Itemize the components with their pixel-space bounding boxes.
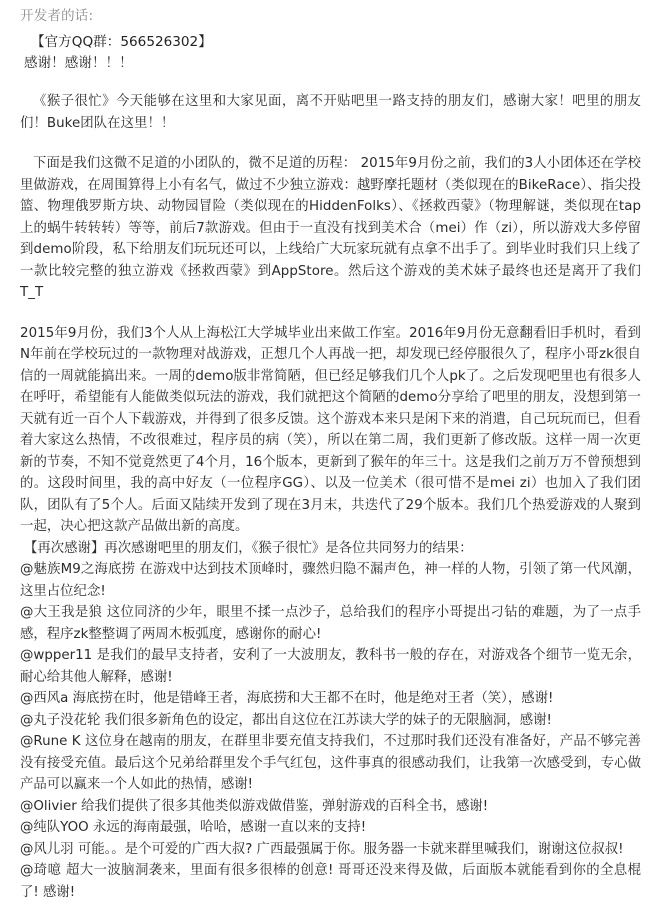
history-paragraph-2: 2015年9月份，我们3个人从上海松江大学城毕业出来做工作室。2016年9月份无意翻看旧手机时，看到N年前在学校玩过的一款物理对战游戏，正想几个人再战一把，却发现已经停服很久了，程序小哥zk很自信的一周就能搞出来。一周的demo版非常简陋，但已经足够我们几个人pk了。之后发现吧里也有很多人在呼吁，希望能有人能做类似玩法的游戏，我们就把这个简陋的demo分享给了吧里的朋友，没想到第一天就有近一百个人下载游戏，并得到了很多反馈。这个游戏本来只是闲下来的消遣，自己玩玩而已，但看着大家这么热情，不改很难过，程序员的病（笑），所以在第二周，我们更新了修改版。这样一周一次更新的节奏，不知不觉竟然更了4个月，16个版本，更新到了猴年的年三十。这是我们之前万万不曾预想到的。这段时间里，我的高中好友（一位程序GG）、以及一位美术（很可惜不是mei zi）也加入了我们团队，团队有了5个人。后面又陆续开发到了现在3月末，共迭代了29个版本。我们几个热爱游戏的人聚到一起，决心把这款产品做出新的高度。 <box>20 325 641 534</box>
official-qq-group-line: 【官方QQ群：566526302】 <box>31 34 212 50</box>
developer-note-heading: 开发者的话: <box>20 8 94 24</box>
list-item: @琦噫 超大一波脑洞袭来，里面有很多很棒的创意! 哥哥还没来得及做，后面版本就能看到你的全息棍了! 感谢! <box>20 863 641 900</box>
list-item: @wpper11 是我们的最早支持者，安利了一大波朋友，教科书一般的存在，对游戏各个细节一览无余，耐心给其他人解释，感谢! <box>20 648 641 685</box>
list-item: @西风a 海底捞在时，他是错峰王者，海底捞和大王都不在时，他是绝对王者（笑），感谢! <box>20 691 554 706</box>
list-item: @Rune K 这位身在越南的朋友，在群里非要充值支持我们，不过那时我们还没有准备好，产品不够完善没有接受充值。最后这个兄弟给群里发个手气红包，这件事真的很感动我们，让我第一次感受到，专心做产品可以赢来一个人如此的热情，感谢! <box>20 734 641 792</box>
history-paragraph-1: 下面是我们这微不足道的小团队的，微不足道的历程： 2015年9月份之前，我们的3人小团体还在学校里做游戏，在周围算得上小有名气，做过不少独立游戏：越野摩托题材（类似现在的BikeRace）、指尖投篮、物理俄罗斯方块、动物园冒险（类似现在的HiddenFolks）、《拯救西蒙》（物理解谜，类似现在tap上的蜗牛转转转）等等，前后7款游戏。但由于一直没有找到美术合（mei）作（zi），所以游戏大多停留到demo阶段，私下给朋友们玩玩还可以，上线给广大玩家玩就有点拿不出手了。到毕业时我们只上线了一款比较完整的独立游戏《拯救西蒙》到AppStore。然后这个游戏的美术妹子最终也还是离开了我们 T_T <box>20 156 641 300</box>
list-item: @纯队YOO 永远的海南最强，哈哈，感谢一直以来的支持! <box>20 820 367 835</box>
list-item: @丸子没花轮 我们很多新角色的设定，都出自这位在江苏读大学的妹子的无限脑洞，感谢! <box>20 712 552 728</box>
intro-paragraph: 《猴子很忙》今天能够在这里和大家见面，离不开贴吧里一路支持的朋友们，感谢大家！吧里的朋友们！Buke团队在这里！！ <box>20 94 641 131</box>
list-item: @大王我是狼 这位同济的少年，眼里不揉一点沙子，总给我们的程序小哥提出刁钻的难题，为了一点手感，程序zk整整调了两周木板弧度，感谢你的耐心! <box>20 605 641 642</box>
credits-list <box>20 559 641 903</box>
short-thanks-line: 感谢！感谢！！！ <box>24 55 133 71</box>
list-item: @Olivier 给我们提供了很多其他类似游戏做借鉴，弹射游戏的百科全书，感谢! <box>20 798 489 814</box>
list-item: @风儿羽 可能。。是个可爱的广西大叔? 广西最强属于你。服务器一卡就来群里喊我们，谢谢这位叔叔! <box>20 841 624 857</box>
list-item: @魅族M9之海底捞 在游戏中达到技术顶峰时，骤然归隐不漏声色，神一样的人物，引领了第一代风潮，这里占位纪念! <box>20 562 641 599</box>
thanks-section-heading: 【再次感谢】再次感谢吧里的朋友们，《猴子很忙》是各位共同努力的结果： <box>24 540 473 556</box>
